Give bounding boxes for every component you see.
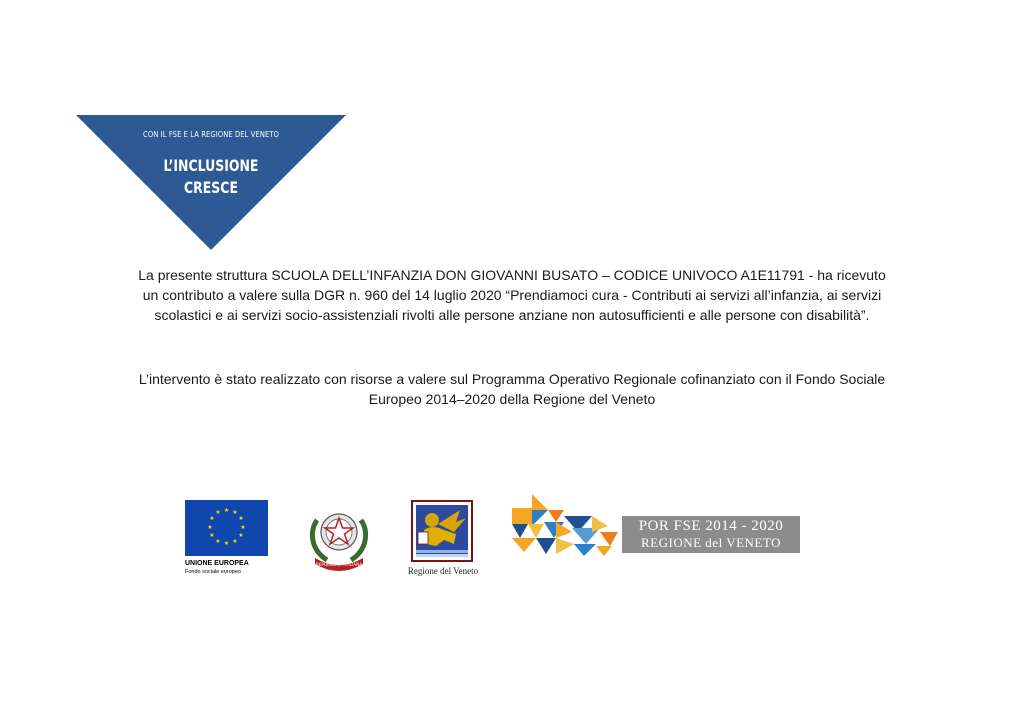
- winged-lion-icon: [410, 500, 474, 564]
- svg-text:★: ★: [223, 540, 230, 547]
- eu-sublabel: Fondo sociale europeo: [185, 569, 241, 575]
- svg-text:★: ★: [232, 509, 238, 516]
- svg-text:★: ★: [238, 515, 244, 522]
- funding-statement-line-1: La presente struttura SCUOLA DELL’INFANZIA DON GIOVANNI BUSATO – CODICE UNIVOCO A1E11791 - ha ricevuto: [138, 267, 886, 283]
- svg-text:★: ★: [232, 538, 238, 545]
- veneto-lion-logo: [410, 500, 474, 564]
- banner-subtitle: CON IL FSE E LA REGIONE DEL VENETO: [143, 130, 279, 139]
- eu-label: UNIONE EUROPEA: [185, 560, 249, 567]
- por-fse-title: POR FSE 2014 - 2020: [638, 518, 784, 534]
- banner-title-line-1: L’INCLUSIONE: [163, 156, 259, 175]
- eu-stars-icon: [185, 500, 268, 556]
- program-statement-line-1: L’intervento è stato realizzato con risorse a valere sul Programma Operativo Regionale cofinanziato con il Fondo Sociale: [138, 371, 886, 387]
- por-fse-region: REGIONE del VENETO: [641, 535, 781, 550]
- svg-text:★: ★: [209, 515, 215, 522]
- banner-title: [106, 155, 317, 199]
- funding-statement-line-3: scolastici e ai servizi socio-assistenziali rivolti alle persone anziane non autosufficienti e alle persone con disabilità”.: [154, 307, 870, 323]
- eu-flag-logo: [185, 500, 268, 556]
- svg-text:★: ★: [240, 524, 246, 531]
- por-fse-label-box: [622, 516, 800, 553]
- veneto-label: Regione del Veneto: [407, 566, 479, 576]
- svg-text:★: ★: [238, 532, 244, 539]
- por-fse-mosaic-logo: [512, 494, 618, 558]
- funding-statement-line-2: un contributo a valere sulla DGR n. 960 del 14 luglio 2020 “Prendiamoci cura - Contributi ai servizi all’infanzia, ai servizi: [142, 287, 882, 303]
- mosaic-lion-icon: [512, 494, 618, 558]
- program-statement: [90, 369, 934, 409]
- emblem-ribbon-text: REPUBBLICA ITALIANA: [315, 562, 363, 567]
- emblem-icon: [305, 500, 373, 572]
- svg-text:★: ★: [215, 538, 221, 545]
- svg-text:★: ★: [215, 509, 221, 516]
- program-statement-line-2: Europeo 2014–2020 della Regione del Veneto: [368, 391, 656, 407]
- svg-text:★: ★: [223, 507, 230, 514]
- italian-republic-emblem: [305, 500, 373, 572]
- banner-title-line-2: CRESCE: [184, 178, 238, 197]
- inclusione-banner: [76, 115, 346, 250]
- funding-statement: [90, 265, 934, 325]
- svg-text:★: ★: [207, 524, 213, 531]
- svg-text:★: ★: [209, 532, 215, 539]
